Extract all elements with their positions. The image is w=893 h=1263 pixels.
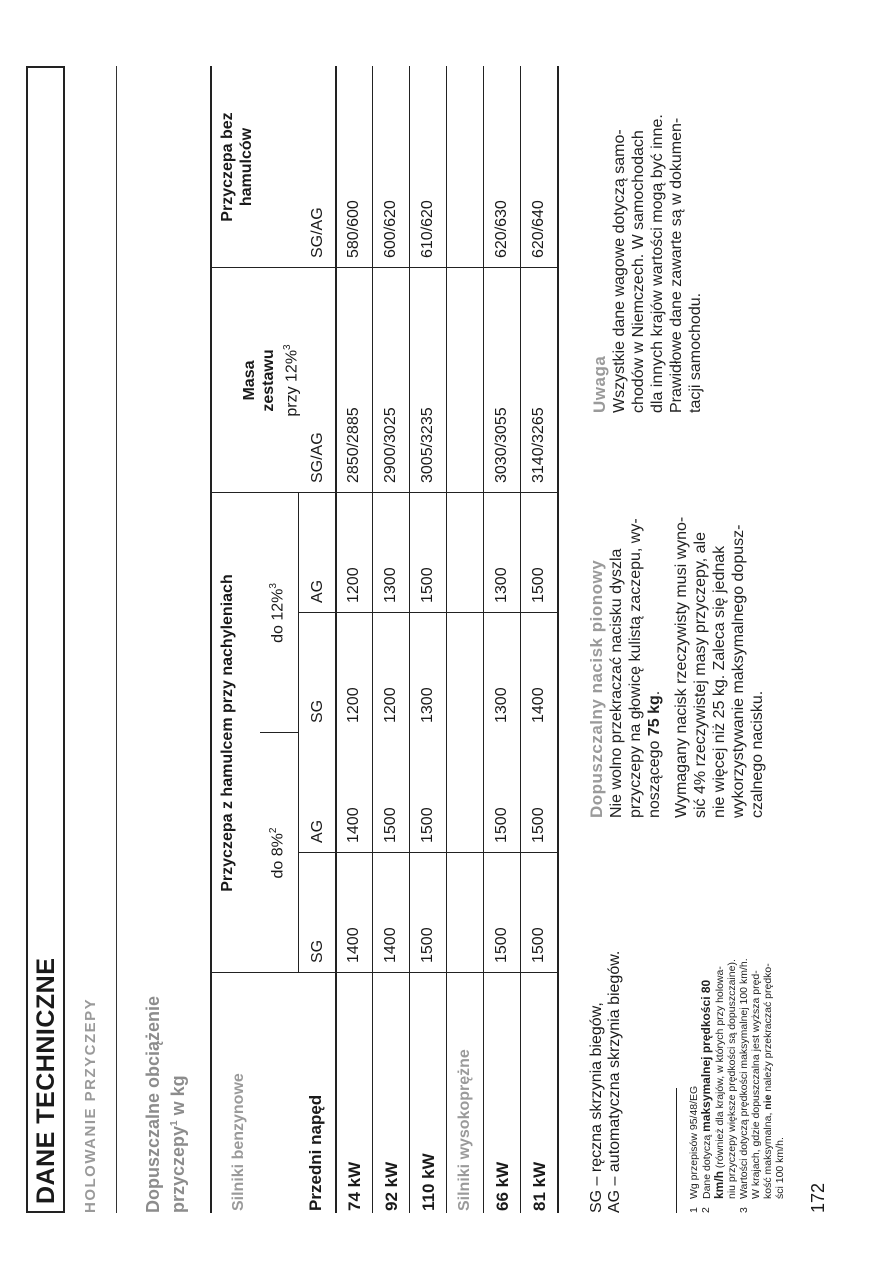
table-cell: 1500 bbox=[493, 927, 510, 963]
group-petrol: Silniki benzynowe bbox=[230, 1073, 247, 1211]
drive-label: Przedni napęd bbox=[306, 1094, 325, 1211]
footnote-rule bbox=[676, 1088, 677, 1213]
sg-header: SG bbox=[309, 699, 326, 723]
subtitle: Dopuszczalne obciążenie przyczepy$^1$ w kg bbox=[143, 995, 188, 1213]
table-cell: 1400 bbox=[345, 807, 362, 843]
table-row-engine: 66 kW bbox=[493, 1161, 512, 1211]
table-cell: 1500 bbox=[419, 567, 436, 603]
combined-mass-header: Masa zestawu przy 12%$^3$ bbox=[241, 344, 301, 417]
section-heading: HOLOWANIE PRZYCZEPY bbox=[82, 997, 99, 1213]
table-cell: 620/630 bbox=[493, 200, 510, 258]
vertical-load-heading: Dopuszczalny nacisk pionowy bbox=[587, 559, 606, 818]
table-row-engine: 74 kW bbox=[345, 1161, 364, 1211]
table-cell: 3030/3055 bbox=[493, 407, 510, 483]
table-cell: 1400 bbox=[530, 687, 547, 723]
sg-header: SG bbox=[309, 939, 326, 963]
table-cell: 1300 bbox=[382, 567, 399, 603]
section-divider bbox=[116, 66, 117, 1213]
footnotes: 1 Wg przepisów 95/48/EG 2 Dane dotyczą maksymalnej prędkości 80 km/h (również dla krajów, w których przy holowa- niu przyczepy większe prędkości są dopuszczaine). 3 Wartości dotyczą prędkości maksymalnej 100 km/h. W krajach, gdzie dopuszczalna jest wyższa pręd- kość maksymalna, nie należy przekraczać prędko- ści 100 km/h. bbox=[688, 958, 786, 1213]
table-cell: 1300 bbox=[419, 687, 436, 723]
table-cell: 1500 bbox=[530, 927, 547, 963]
gearbox-legend: SG – ręczna skrzynia biegów, AG – automatyczna skrzynia biegów. bbox=[588, 950, 623, 1213]
note-heading: Uwaga bbox=[590, 355, 609, 413]
ag-header: AG bbox=[309, 579, 326, 603]
table-cell: 600/620 bbox=[382, 200, 399, 258]
table-cell: 1500 bbox=[530, 807, 547, 843]
table-cell: 3005/3235 bbox=[419, 407, 436, 483]
table-cell: 2850/2885 bbox=[345, 407, 362, 483]
sgag-header: SG/AG bbox=[309, 207, 326, 258]
grade-8-header: do 8%$^2$ bbox=[268, 827, 287, 879]
page-number: 172 bbox=[808, 1182, 828, 1213]
page-title: DANE TECHNICZNE bbox=[26, 66, 65, 1213]
table-cell: 3140/3265 bbox=[530, 407, 547, 483]
table-cell: 1500 bbox=[382, 807, 399, 843]
table-cell: 1300 bbox=[493, 567, 510, 603]
table-row-engine: 81 kW bbox=[530, 1161, 549, 1211]
table-cell: 1200 bbox=[345, 567, 362, 603]
towing-table bbox=[210, 66, 565, 1213]
table-cell: 1500 bbox=[493, 807, 510, 843]
table-cell: 1200 bbox=[382, 687, 399, 723]
table-cell: 1400 bbox=[345, 927, 362, 963]
note-section: Uwaga Wszystkie dane wagowe dotyczą samo- chodów w Niemczech. W samochodach dla innych krajów wartości mogą być inne. Prawidłowe dane zawarte są w dokumen- tacji samochodu. bbox=[590, 68, 705, 413]
table-cell: 580/600 bbox=[345, 200, 362, 258]
table-cell: 1200 bbox=[345, 687, 362, 723]
table-cell: 2900/3025 bbox=[382, 407, 399, 483]
table-cell: 1500 bbox=[530, 567, 547, 603]
table-cell: 1400 bbox=[382, 927, 399, 963]
ag-header: AG bbox=[309, 819, 326, 843]
unbraked-trailer-header: Przyczepa bez hamulców bbox=[219, 112, 255, 222]
table-cell: 610/620 bbox=[419, 200, 436, 258]
sgag-header: SG/AG bbox=[309, 432, 326, 483]
group-diesel: Silniki wysokoprężne bbox=[456, 1049, 473, 1211]
vertical-load-section: Dopuszczalny nacisk pionowy Nie wolno przekraczać nacisku dyszla przyczepy na głowicę kulistą zaczepu, wy- noszącego 75 kg. Wymagany nacisk rzeczywisty musi wyno- sić 4% rzeczywistej masy przyczepy, ale nie więcej niż 25 kg. Zaleca się jednak wykorzystywanie maksymalnego dopusz- czalnego nacisku. bbox=[587, 478, 767, 818]
table-cell: 1300 bbox=[493, 687, 510, 723]
table-cell: 620/640 bbox=[530, 200, 547, 258]
table-cell: 1500 bbox=[419, 807, 436, 843]
grade-12-header: do 12%$^3$ bbox=[268, 583, 287, 643]
braked-trailer-header: Przyczepa z hamulcem przy nachyleniach bbox=[219, 574, 236, 892]
table-cell: 1500 bbox=[419, 927, 436, 963]
table-row-engine: 92 kW bbox=[382, 1161, 401, 1211]
table-row-engine: 110 kW bbox=[419, 1153, 438, 1211]
